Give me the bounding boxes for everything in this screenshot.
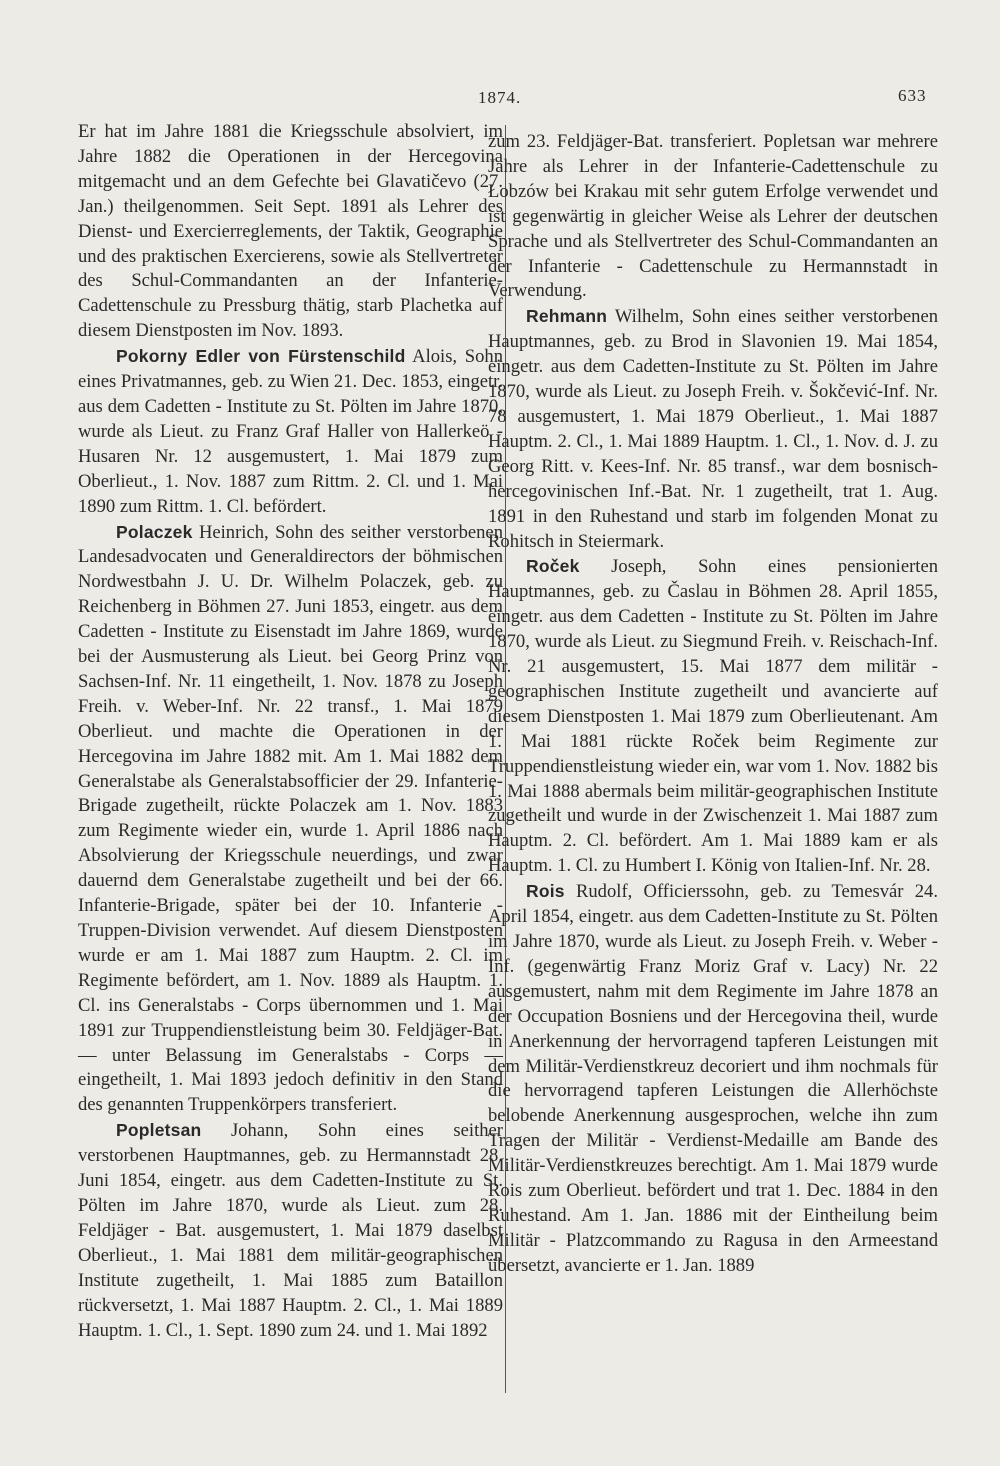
paragraph-text: Er hat im Jahre 1881 die Kriegsschule absolviert, im Jahre 1882 die Operationen in der Hercegovina mitgemacht und an dem Gefechte bei Glavatičevo (27. Jan.) theilgenommen. Seit Sept. 1891 als Lehrer des Dienst- und Exercierreglements, der Taktik, Geographie und des praktischen Exercierens, sowie als Stellvertreter des Schul-Commandanten an der Infanterie-Cadettenschule zu Pressburg thätig, starb Plachetka auf diesem Dienstposten im Nov. 1893. bbox=[78, 121, 503, 342]
entry-name: Pokorny Edler von Fürstenschild bbox=[116, 346, 406, 367]
page-year: 1874. bbox=[478, 88, 522, 107]
entry-text: Wilhelm, Sohn eines seither verstorbenen Hauptmannes, geb. zu Brod in Slavonien 19. Mai 1854, eingetr. aus dem Cadetten-Institute zu St. Pölten im Jahre 1870, wurde als Lieut. zu Joseph Freih. v. Šokčević-Inf. Nr. 78 ausgemustert, 1. Mai 1879 Oberlieut., 1. Mai 1887 Hauptm. 2. Cl., 1. Mai 1889 Hauptm. 1. Cl., 1. Nov. d. J. zu Georg Ritt. v. Kees-Inf. Nr. 85 transf., war dem bosnisch-hercegovinischen Inf.-Bat. Nr. 1 zugetheilt, trat 1. Aug. 1891 in den Ruhestand und starb im folgenden Monat zu Rohitsch in Steiermark. bbox=[488, 306, 938, 552]
entry-text: Johann, Sohn eines seither verstorbenen Hauptmannes, geb. zu Hermannstadt 28. Juni 1854, eingetr. aus dem Cadetten-Institute zu St. Pölten im Jahre 1870, wurde als Lieut. zum 28. Feldjäger - Bat. ausgemustert, 1. Mai 1879 daselbst Oberlieut., 1. Mai 1881 dem militär-geographischen Institute zugetheilt, 1. Mai 1885 zum Bataillon rückversetzt, 1. Mai 1887 Hauptm. 2. Cl., 1. Mai 1889 Hauptm. 1. Cl., 1. Sept. 1890 zum 24. und 1. Mai 1892 bbox=[78, 1120, 503, 1341]
entry-name: Popletsan bbox=[116, 1120, 202, 1141]
page-header bbox=[0, 86, 1000, 116]
page-number: 633 bbox=[898, 86, 927, 105]
continuation-paragraph bbox=[78, 120, 503, 344]
entry-text: Joseph, Sohn eines pensionierten Hauptmannes, geb. zu Časlau in Böhmen 28. April 1855, eingetr. aus dem Cadetten - Institute zu St. Pölten im Jahre 1870, wurde als Lieut. zu Siegmund Freih. v. Reischach-Inf. Nr. 21 ausgemustert, 15. Mai 1877 dem militär - geographischen Institute zugetheilt und avancierte auf diesem Dienstposten 1. Mai 1879 zum Oberlieutenant. Am 1. Mai 1881 rückte Roček beim Regimente zur Truppendienstleistung wieder ein, war vom 1. Nov. 1882 bis 1. Mai 1888 abermals beim militär-geographischen Institute zugetheilt und wurde in der Zwischenzeit 1. Mai 1887 zum Hauptm. 2. Cl. befördert. Am 1. Mai 1889 kam er als Hauptm. 1. Cl. zu Humbert I. König von Italien-Inf. Nr. 28. bbox=[488, 556, 938, 877]
entry-name: Polaczek bbox=[116, 521, 193, 542]
right-column bbox=[488, 130, 938, 1279]
left-column bbox=[78, 120, 503, 1343]
biography-entry-rois bbox=[488, 879, 938, 1279]
biography-entry-polaczek bbox=[78, 520, 503, 1119]
continuation-paragraph bbox=[488, 130, 938, 304]
biography-entry-rehmann bbox=[488, 304, 938, 554]
paragraph-text: zum 23. Feldjäger-Bat. transferiert. Popletsan war mehrere Jahre als Lehrer in der Infanterie-Cadettenschule zu Łobzów bei Krakau mit sehr gutem Erfolge verwendet und ist gegenwärtig in gleicher Weise als Lehrer der deutschen Sprache und als Stellvertreter des Schul-Commandanten an der Infanterie - Cadettenschule zu Hermannstadt in Verwendung. bbox=[488, 131, 938, 302]
entry-name: Rois bbox=[526, 881, 565, 902]
biography-entry-rocek bbox=[488, 554, 938, 879]
biography-entry-pokorny bbox=[78, 344, 503, 519]
entry-text: Rudolf, Officierssohn, geb. zu Temesvár 24. April 1854, eingetr. aus dem Cadetten-Institute zu St. Pölten im Jahre 1870, wurde als Lieut. zu Joseph Freih. v. Weber - Inf. (gegenwärtig Franz Moriz Graf v. Lacy) Nr. 22 ausgemustert, nahm mit dem Regimente im Jahre 1878 an der Occupation Bosniens und der Hercegovina theil, wurde in Anerkennung der hervorragend tapferen Leistungen mit dem Militär-Verdienstkreuz decoriert und ihm nochmals für die hervorragend tapferen Leistungen die Allerhöchste belobende Anerkennung ausgesprochen, welche ihn zum Tragen der Militär - Verdienst-Medaille am Bande des Militär-Verdienstkreuzes berechtigt. Am 1. Mai 1879 wurde Rois zum Oberlieut. befördert und trat 1. Dec. 1884 in den Ruhestand. Am 1. Jan. 1886 mit der Eintheilung beim Militär - Platzcommando zu Ragusa in den Armeestand übersetzt, avancierte er 1. Jan. 1889 bbox=[488, 881, 938, 1276]
entry-text: Heinrich, Sohn des seither verstorbenen Landesadvocaten und Generaldirectors der böhmischen Nordwestbahn J. U. Dr. Wilhelm Polaczek, geb. zu Reichenberg in Böhmen 27. Juni 1853, eingetr. aus dem Cadetten - Institute zu Eisenstadt im Jahre 1869, wurde bei der Ausmusterung als Lieut. bei Georg Prinz von Sachsen-Inf. Nr. 11 eingetheilt, 1. Nov. 1878 zu Joseph Freih. v. Weber-Inf. Nr. 22 transf., 1. Mai 1879 Oberlieut. und machte die Operationen in der Hercegovina im Jahre 1882 mit. Am 1. Mai 1882 dem Generalstabe als Generalstabsofficier der 29. Infanterie-Brigade zugetheilt, rückte Polaczek am 1. Nov. 1883 zum Regimente wieder ein, wurde 1. April 1886 nach Absolvierung der Kriegsschule neuerdings, und zwar dauernd dem Generalstabe zugetheilt und bei der 66. Infanterie-Brigade, später bei der 10. Infanterie - Truppen-Division verwendet. Auf diesem Dienstposten wurde er am 1. Mai 1887 zum Hauptm. 2. Cl. im Regimente befördert, am 1. Nov. 1889 als Hauptm. 1. Cl. ins Generalstabs - Corps übernommen und 1. Mai 1891 zur Truppendienstleistung beim 30. Feldjäger-Bat. — unter Belassung im Generalstabs - Corps — eingetheilt, 1. Mai 1893 jedoch definitiv in den Stand des genannten Truppenkörpers transferiert. bbox=[78, 521, 503, 1116]
entry-name: Rehmann bbox=[526, 306, 608, 327]
entry-name: Roček bbox=[526, 556, 580, 577]
biography-entry-popletsan bbox=[78, 1118, 503, 1343]
entry-text: Alois, Sohn eines Privatmannes, geb. zu Wien 21. Dec. 1853, eingetr. aus dem Cadetten - Institute zu St. Pölten im Jahre 1870, wurde als Lieut. zu Franz Graf Haller von Hallerkeö - Husaren Nr. 12 ausgemustert, 1. Mai 1879 zum Oberlieut., 1. Nov. 1887 zum Rittm. 2. Cl. und 1. Mai 1890 zum Rittm. 1. Cl. befördert. bbox=[78, 346, 503, 517]
